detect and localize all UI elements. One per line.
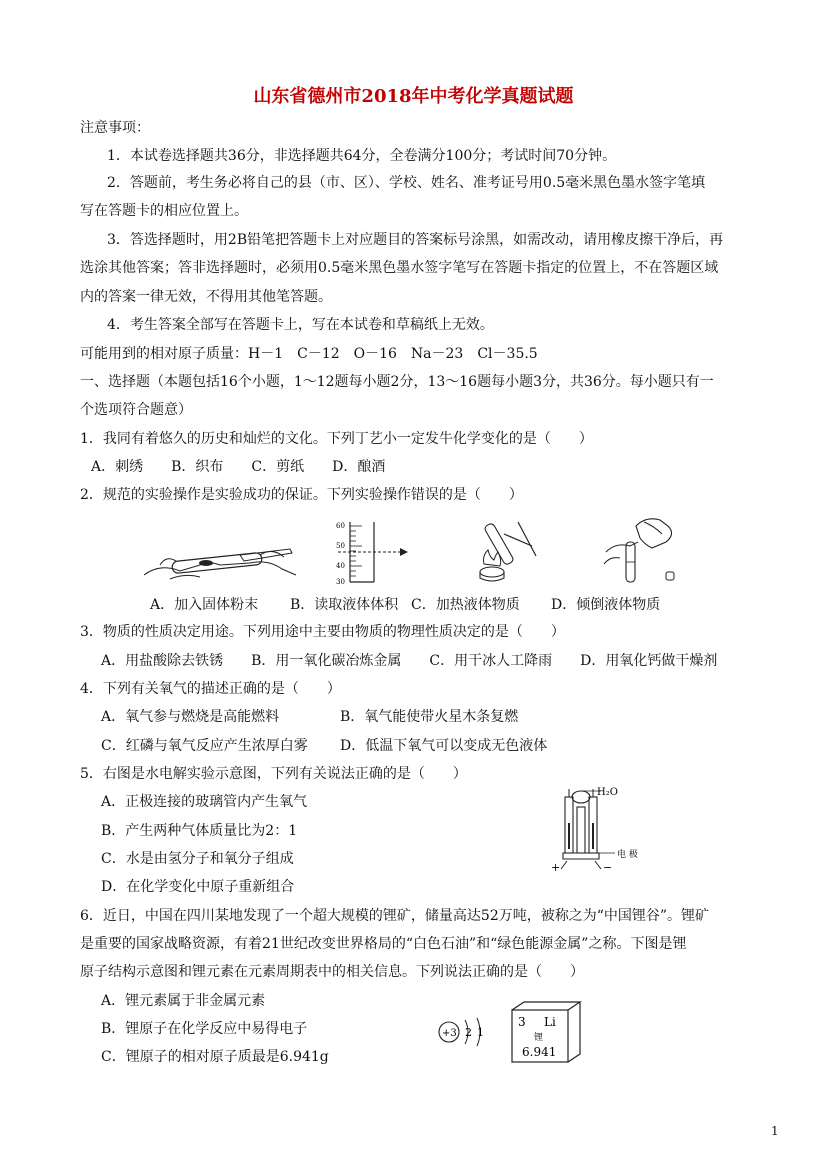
note-3-line-2: 选涂其他答案；答非选择题时，必须用0.5毫米黑色墨水签字笔写在答题卡指定的位置上，不在答题区域 xyxy=(80,260,719,276)
q5-electrolysis-figure xyxy=(545,783,650,875)
section-1-line-2: 个选项符合题意） xyxy=(80,402,192,418)
q5-stem: 5．右图是水电解实验示意图，下列有关说法正确的是（ ） xyxy=(80,766,467,782)
element-symbol: Li xyxy=(544,1015,556,1029)
q6-line-1: 6．近日，中国在四川某地发现了一个超大规模的锂矿，储量高达52万吨，被称之为“中国锂谷”。锂矿 xyxy=(80,908,710,924)
q2-figure-d xyxy=(596,512,686,590)
electron-shell-1: 2 xyxy=(465,1026,472,1039)
atomic-number: 3 xyxy=(518,1015,526,1029)
q5-option-b: B．产生两种气体质量比为2：1 xyxy=(101,823,298,839)
q4-stem: 4．下列有关氧气的描述正确的是（ ） xyxy=(80,681,341,697)
q4-option-a: A．氧气参与燃烧是高能燃料 xyxy=(101,709,280,725)
q2-caption-a: A．加入固体粉末 xyxy=(150,597,259,613)
q2-caption-b: B．读取液体体积 xyxy=(290,597,399,613)
note-1: 1．本试卷选择题共36分，非选择题共64分，全卷满分100分；考试时间70分钟。 xyxy=(107,148,617,164)
q6-line-3: 原子结构示意图和锂元素在元素周期表中的相关信息。下列说法正确的是（ ） xyxy=(80,964,584,980)
atomic-mass: 6.941 xyxy=(522,1045,557,1059)
q6-option-a: A．锂元素属于非金属元素 xyxy=(101,993,266,1009)
q2-stem: 2．规范的实验操作是实验成功的保证。下列实验操作错误的是（ ） xyxy=(80,487,523,503)
h2o-label: H₂O xyxy=(597,787,618,798)
q3-options: A．用盐酸除去铁锈 B．用一氧化碳冶炼金属 C．用干冰人工降雨 D．用氧化钙做干燥剂 xyxy=(101,653,718,669)
q5-option-d: D．在化学变化中原子重新组合 xyxy=(101,879,295,895)
q4-option-b: B．氧气能使带火星木条复燃 xyxy=(340,709,519,725)
q1-options: A．刺绣 B．织布 C．剪纸 D．酿酒 xyxy=(91,459,386,475)
note-3-line-1: 3．答选择题时，用2B铅笔把答题卡上对应题目的答案标号涂黑，如需改动，请用橡皮擦干净后，再 xyxy=(107,232,724,248)
q4-option-c: C．红磷与氧气反应产生浓厚白雾 xyxy=(101,738,308,754)
section-1-line-1: 一、选择题（本题包括16个小题，1～12题每小题2分，13～16题每小题3分，共36分。每小题只有一 xyxy=(80,374,714,390)
q5-option-c: C．水是由氢分子和氧分子组成 xyxy=(101,851,294,867)
positive-terminal-label: + xyxy=(551,861,561,874)
page-title: 山东省德州市2018年中考化学真题试题 xyxy=(253,86,574,107)
q1-stem: 1．我同有着悠久的历史和灿烂的文化。下列丁艺小一定发牛化学变化的是（ ） xyxy=(80,431,593,447)
note-4: 4．考生答案全部写在答题卡上，写在本试卷和草稿纸上无效。 xyxy=(107,317,494,333)
electron-shell-2: 1 xyxy=(477,1026,484,1039)
scale-label-40: 40 xyxy=(336,562,345,570)
q4-option-d: D．低温下氧气可以变成无色液体 xyxy=(340,738,548,754)
lithium-periodic-cell xyxy=(510,1000,585,1065)
notes-heading: 注意事项： xyxy=(80,120,150,136)
element-name: 锂 xyxy=(534,1033,544,1043)
note-3-line-3: 内的答案一律无效，不得用其他笔答题。 xyxy=(80,289,332,305)
scale-label-60: 60 xyxy=(336,522,345,530)
q2-figure-c xyxy=(470,516,550,588)
scale-label-30: 30 xyxy=(336,578,345,586)
q6-option-c: C．锂原子的相对原子质最是6.941g xyxy=(101,1049,329,1065)
q2-figure-a xyxy=(140,535,300,590)
q3-stem: 3．物质的性质决定用途。下列用途中主要由物质的物理性质决定的是（ ） xyxy=(80,624,565,640)
note-2-line-1: 2．答题前，考生务必将自己的县（市、区）、学校、姓名、准考证号用0.5毫米黑色墨水签字笔填 xyxy=(107,175,706,191)
q2-caption-c: C．加热液体物质 xyxy=(411,597,520,613)
atomic-masses: 可能用到的相对原子质量：H－1 C－12 O－16 Na－23 Cl－35.5 xyxy=(80,346,538,362)
lithium-atom-structure xyxy=(435,1012,495,1052)
q2-figure-b xyxy=(334,518,414,586)
scale-label-50: 50 xyxy=(336,542,345,550)
q6-option-b: B．锂原子在化学反应中易得电子 xyxy=(101,1021,308,1037)
q6-line-2: 是重要的国家战略资源，有着21世纪改变世界格局的“白色石油”和“绿色能源金属”之称。下图是锂 xyxy=(80,936,687,952)
q2-caption-d: D．倾倒液体物质 xyxy=(551,597,661,613)
q5-option-a: A．正极连接的玻璃管内产生氧气 xyxy=(101,794,308,810)
electrode-label: 电 极 xyxy=(617,850,638,860)
note-2-line-2: 写在答题卡的相应位置上。 xyxy=(80,203,248,219)
page-number: 1 xyxy=(771,1124,779,1138)
nucleus-charge: +3 xyxy=(442,1028,457,1039)
negative-terminal-label: − xyxy=(603,861,613,874)
